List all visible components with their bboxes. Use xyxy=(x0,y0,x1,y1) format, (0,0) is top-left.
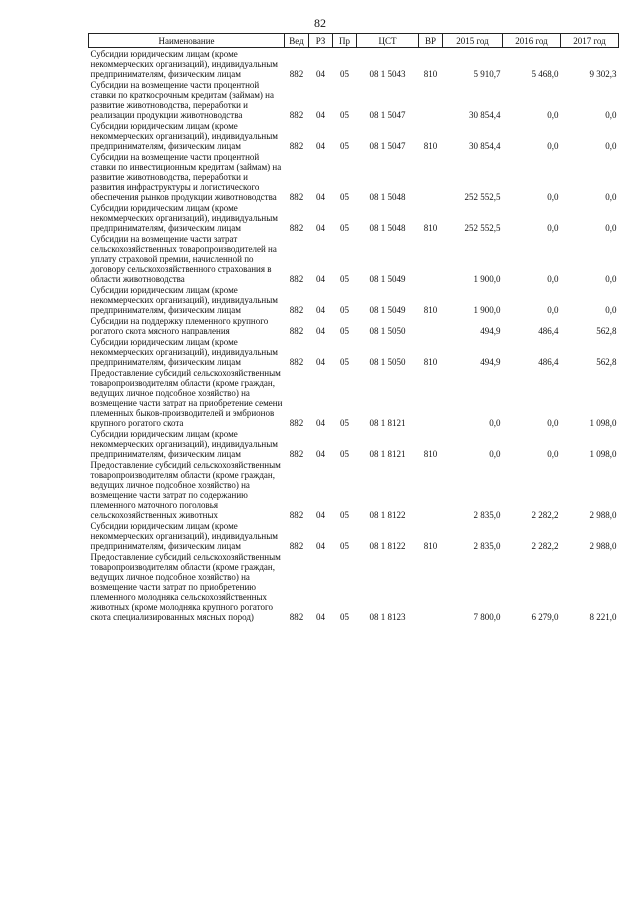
row-amount-2016: 0,0 xyxy=(547,274,559,284)
table-row xyxy=(89,336,619,367)
row-rz: 04 xyxy=(316,541,325,551)
row-amount-2016: 2 282,2 xyxy=(531,541,559,551)
row-name: Субсидии юридическим лицам (кроме некоммерческих организаций), индивидуальным предпринимателям, физическим лицам xyxy=(90,49,278,79)
row-amount-2017: 0,0 xyxy=(605,110,617,120)
col-header-2015: 2015 год xyxy=(443,34,503,48)
row-cst: 08 1 5048 xyxy=(369,223,406,233)
row-amount-2015: 0,0 xyxy=(489,418,501,428)
budget-table xyxy=(88,33,619,622)
row-ved: 882 xyxy=(289,357,304,367)
row-rz: 04 xyxy=(316,110,325,120)
table-row xyxy=(89,367,619,428)
row-rz: 04 xyxy=(316,274,325,284)
row-amount-2016: 0,0 xyxy=(547,418,559,428)
row-ved: 882 xyxy=(289,274,304,284)
row-name: Предоставление субсидий сельскохозяйственным товаропроизводителям области (кроме граждан, ведущих личное подсобное хозяйство) на возмещение части затрат на приобретение семени племенных быков-производителей и эмбрионов крупного рогатого скота xyxy=(90,368,283,428)
row-name: Субсидии юридическим лицам (кроме некоммерческих организаций), индивидуальным предпринимателям, физическим лицам xyxy=(90,121,278,151)
row-name: Субсидии на возмещение части процентной ставки по инвестиционным кредитам (займам) на развитие животноводства, переработки и развития инфраструктуры и логистического обеспечения рынков продукции животноводства xyxy=(90,152,282,202)
row-amount-2016: 486,4 xyxy=(538,357,559,367)
row-vr: 810 xyxy=(423,223,438,233)
row-vr xyxy=(419,315,443,336)
row-amount-2015: 1 900,0 xyxy=(473,305,501,315)
row-amount-2016: 0,0 xyxy=(547,110,559,120)
row-vr xyxy=(419,367,443,428)
row-ved: 882 xyxy=(289,192,304,202)
row-pr: 05 xyxy=(340,418,349,428)
row-rz: 04 xyxy=(316,357,325,367)
row-vr xyxy=(419,79,443,120)
row-name: Субсидии юридическим лицам (кроме некоммерческих организаций), индивидуальным предпринимателям, физическим лицам xyxy=(90,203,278,233)
row-pr: 05 xyxy=(340,612,349,622)
row-amount-2017: 2 988,0 xyxy=(589,541,617,551)
table-row xyxy=(89,520,619,551)
row-name: Субсидии на возмещение части затрат сельскохозяйственных товаропроизводителей на уплату страховой премии, начисленной по договору сельскохозяйственного страхования в области животноводства xyxy=(90,234,277,284)
col-header-cst: ЦСТ xyxy=(357,34,419,48)
row-pr: 05 xyxy=(340,192,349,202)
row-vr: 810 xyxy=(423,69,438,79)
row-pr: 05 xyxy=(340,110,349,120)
row-ved: 882 xyxy=(289,541,304,551)
row-amount-2015: 30 854,4 xyxy=(469,141,501,151)
table-row xyxy=(89,233,619,284)
row-amount-2015: 7 800,0 xyxy=(473,612,501,622)
row-amount-2015: 5 910,7 xyxy=(473,69,501,79)
table-row xyxy=(89,48,619,80)
row-cst: 08 1 5048 xyxy=(369,192,406,202)
row-amount-2015: 30 854,4 xyxy=(469,110,501,120)
col-header-2017: 2017 год xyxy=(561,34,619,48)
row-amount-2015: 252 552,5 xyxy=(464,192,501,202)
col-header-vr: ВР xyxy=(419,34,443,48)
row-vr: 810 xyxy=(423,141,438,151)
table-row xyxy=(89,551,619,622)
row-cst: 08 1 8122 xyxy=(369,541,406,551)
row-name: Субсидии юридическим лицам (кроме некоммерческих организаций), индивидуальным предпринимателям, физическим лицам xyxy=(90,285,278,315)
row-amount-2016: 2 282,2 xyxy=(531,510,559,520)
table-row xyxy=(89,428,619,459)
row-vr xyxy=(419,151,443,202)
table-row xyxy=(89,79,619,120)
row-pr: 05 xyxy=(340,305,349,315)
row-name: Субсидии на возмещение части процентной ставки по краткосрочным кредитам (займам) на развитие животноводства, переработки и реализации продукции животноводства xyxy=(90,80,274,120)
row-cst: 08 1 5049 xyxy=(369,274,406,284)
row-rz: 04 xyxy=(316,510,325,520)
row-ved: 882 xyxy=(289,223,304,233)
row-pr: 05 xyxy=(340,69,349,79)
row-ved: 882 xyxy=(289,141,304,151)
row-ved: 882 xyxy=(289,110,304,120)
row-pr: 05 xyxy=(340,141,349,151)
row-amount-2015: 252 552,5 xyxy=(464,223,501,233)
row-cst: 08 1 8121 xyxy=(369,418,406,428)
row-amount-2015: 2 835,0 xyxy=(473,510,501,520)
row-rz: 04 xyxy=(316,418,325,428)
row-amount-2016: 0,0 xyxy=(547,305,559,315)
row-cst: 08 1 5047 xyxy=(369,110,406,120)
row-amount-2017: 0,0 xyxy=(605,141,617,151)
row-ved: 882 xyxy=(289,449,304,459)
col-header-rz: РЗ xyxy=(309,34,333,48)
row-amount-2016: 5 468,0 xyxy=(531,69,559,79)
row-amount-2015: 1 900,0 xyxy=(473,274,501,284)
row-rz: 04 xyxy=(316,305,325,315)
row-vr: 810 xyxy=(423,449,438,459)
col-header-2016: 2016 год xyxy=(503,34,561,48)
row-rz: 04 xyxy=(316,326,325,336)
page-number: 82 xyxy=(314,16,326,30)
row-name: Субсидии на поддержку племенного крупного рогатого скота мясного направления xyxy=(90,316,269,336)
row-amount-2017: 0,0 xyxy=(605,192,617,202)
row-vr xyxy=(419,233,443,284)
row-amount-2015: 2 835,0 xyxy=(473,541,501,551)
row-rz: 04 xyxy=(316,69,325,79)
row-rz: 04 xyxy=(316,223,325,233)
row-vr: 810 xyxy=(423,541,438,551)
row-amount-2017: 8 221,0 xyxy=(589,612,617,622)
row-amount-2017: 0,0 xyxy=(605,274,617,284)
row-name: Субсидии юридическим лицам (кроме некоммерческих организаций), индивидуальным предпринимателям, физическим лицам xyxy=(90,337,278,367)
row-cst: 08 1 5049 xyxy=(369,305,406,315)
table-row xyxy=(89,284,619,315)
row-vr: 810 xyxy=(423,357,438,367)
row-amount-2016: 486,4 xyxy=(538,326,559,336)
row-vr: 810 xyxy=(423,305,438,315)
row-amount-2016: 0,0 xyxy=(547,192,559,202)
table-row xyxy=(89,459,619,520)
row-cst: 08 1 5043 xyxy=(369,69,406,79)
row-name: Предоставление субсидий сельскохозяйственным товаропроизводителям области (кроме граждан, ведущих личное подсобное хозяйство) на возмещение части затрат по содержанию племенного маточного поголовья сельскохозяйственных животных xyxy=(90,460,281,520)
row-vr xyxy=(419,551,443,622)
row-rz: 04 xyxy=(316,612,325,622)
row-name: Субсидии юридическим лицам (кроме некоммерческих организаций), индивидуальным предпринимателям, физическим лицам xyxy=(90,429,278,459)
table-row xyxy=(89,151,619,202)
row-rz: 04 xyxy=(316,192,325,202)
row-pr: 05 xyxy=(340,510,349,520)
col-header-pr: Пр xyxy=(333,34,357,48)
row-cst: 08 1 5050 xyxy=(369,326,406,336)
row-cst: 08 1 8123 xyxy=(369,612,406,622)
row-ved: 882 xyxy=(289,510,304,520)
row-cst: 08 1 8122 xyxy=(369,510,406,520)
row-ved: 882 xyxy=(289,326,304,336)
row-amount-2017: 562,8 xyxy=(596,357,617,367)
row-vr xyxy=(419,459,443,520)
row-rz: 04 xyxy=(316,449,325,459)
table-header-row xyxy=(89,34,619,48)
row-amount-2017: 1 098,0 xyxy=(589,418,617,428)
row-cst: 08 1 5050 xyxy=(369,357,406,367)
col-header-ved: Вед xyxy=(285,34,309,48)
row-amount-2015: 494,9 xyxy=(480,326,501,336)
row-cst: 08 1 8121 xyxy=(369,449,406,459)
row-name: Предоставление субсидий сельскохозяйственным товаропроизводителям области (кроме граждан, ведущих личное подсобное хозяйство) на возмещение части затрат по приобретению племенного молодняка сельскохозяйственных животных (кроме молодняка крупного рогатого скота специализированных мясных пород) xyxy=(90,552,281,622)
row-ved: 882 xyxy=(289,305,304,315)
row-amount-2017: 562,8 xyxy=(596,326,617,336)
row-pr: 05 xyxy=(340,357,349,367)
row-pr: 05 xyxy=(340,449,349,459)
row-ved: 882 xyxy=(289,612,304,622)
table-row xyxy=(89,202,619,233)
row-cst: 08 1 5047 xyxy=(369,141,406,151)
row-amount-2017: 0,0 xyxy=(605,305,617,315)
row-pr: 05 xyxy=(340,326,349,336)
row-ved: 882 xyxy=(289,69,304,79)
table-row xyxy=(89,120,619,151)
row-pr: 05 xyxy=(340,274,349,284)
table-body xyxy=(89,48,619,623)
table-row xyxy=(89,315,619,336)
row-amount-2017: 0,0 xyxy=(605,223,617,233)
col-header-name: Наименование xyxy=(89,34,285,48)
row-amount-2015: 494,9 xyxy=(480,357,501,367)
row-ved: 882 xyxy=(289,418,304,428)
row-pr: 05 xyxy=(340,223,349,233)
row-name: Субсидии юридическим лицам (кроме некоммерческих организаций), индивидуальным предпринимателям, физическим лицам xyxy=(90,521,278,551)
row-amount-2017: 2 988,0 xyxy=(589,510,617,520)
row-rz: 04 xyxy=(316,141,325,151)
row-amount-2016: 6 279,0 xyxy=(531,612,559,622)
row-amount-2017: 1 098,0 xyxy=(589,449,617,459)
row-amount-2017: 9 302,3 xyxy=(589,69,617,79)
row-amount-2016: 0,0 xyxy=(547,141,559,151)
row-amount-2016: 0,0 xyxy=(547,449,559,459)
row-pr: 05 xyxy=(340,541,349,551)
row-amount-2015: 0,0 xyxy=(489,449,501,459)
row-amount-2016: 0,0 xyxy=(547,223,559,233)
